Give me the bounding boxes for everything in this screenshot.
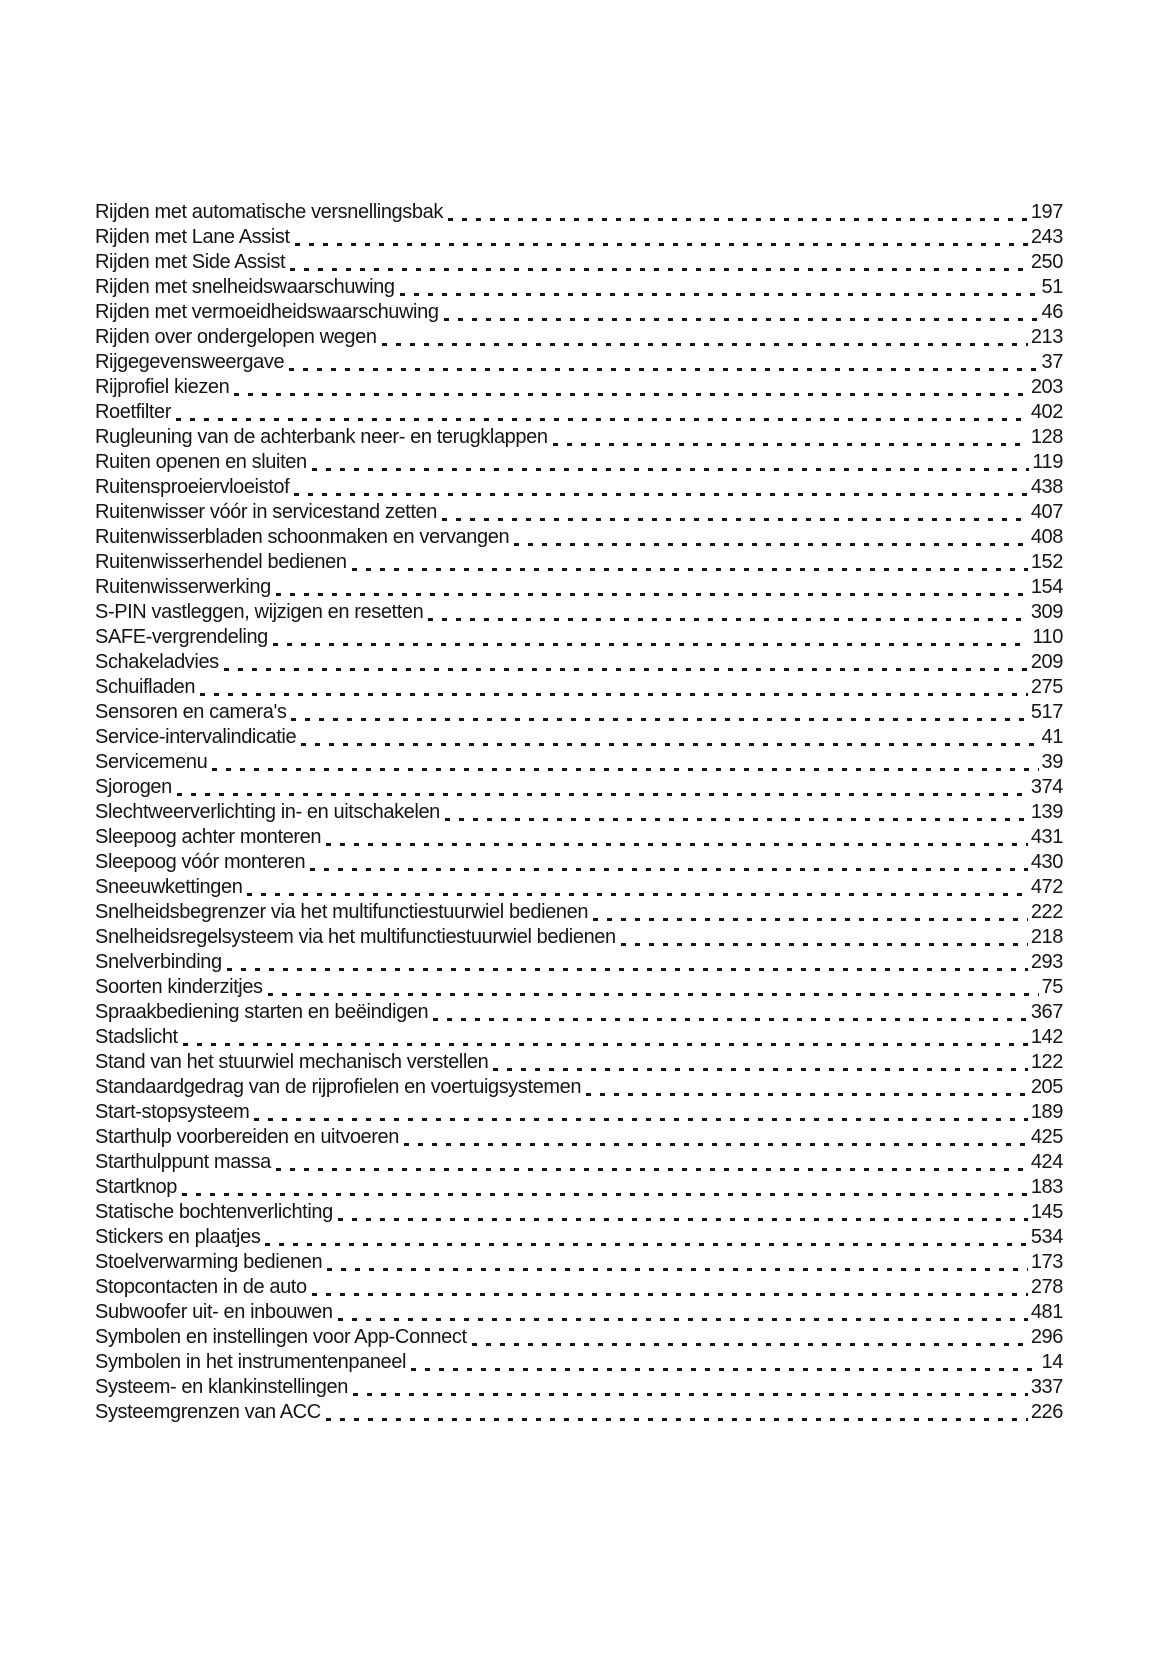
toc-entry (95, 1000, 1063, 1025)
toc-entry-title: Roetfilter (95, 401, 172, 423)
toc-entry (95, 425, 1063, 450)
toc-entry-page: 203 (1030, 376, 1063, 398)
toc-entry (95, 350, 1063, 375)
toc-entry-page: 337 (1030, 1376, 1063, 1398)
toc-entry (95, 625, 1063, 650)
toc-entry (95, 1025, 1063, 1050)
toc-entry-page: 296 (1030, 1326, 1063, 1348)
dot-leader (268, 625, 1032, 650)
toc-entry (95, 1150, 1063, 1175)
dot-leader (219, 650, 1031, 675)
toc-entry-page: 119 (1032, 451, 1063, 473)
toc-entry-page: 128 (1030, 426, 1063, 448)
toc-entry (95, 275, 1063, 300)
dot-leader (428, 1000, 1031, 1025)
toc-entry-page: 41 (1041, 726, 1063, 748)
dot-leader (347, 550, 1031, 575)
dot-leader (171, 400, 1031, 425)
toc-entry-title: Sensoren en camera's (95, 701, 287, 723)
toc-entry-page: 142 (1030, 1026, 1063, 1048)
dot-leader (260, 1225, 1030, 1250)
dot-leader (467, 1325, 1031, 1350)
toc-entry (95, 225, 1063, 250)
toc-entry (95, 400, 1063, 425)
dot-leader (488, 1050, 1030, 1075)
toc-entry-page: 374 (1030, 776, 1063, 798)
toc-entry-title: Stopcontacten in de auto (95, 1276, 307, 1298)
toc-entry (95, 200, 1063, 225)
dot-leader (423, 600, 1031, 625)
toc-entry (95, 375, 1063, 400)
toc-entry-page: 222 (1030, 901, 1063, 923)
toc-entry-title: Snelheidsregelsysteem via het multifunctiestuurwiel bedienen (95, 926, 616, 948)
toc-entry-title: Rijden over ondergelopen wegen (95, 326, 377, 348)
toc-entry-page: 424 (1030, 1151, 1063, 1173)
toc-entry-page: 209 (1030, 651, 1063, 673)
toc-entry-page: 425 (1030, 1126, 1063, 1148)
dot-leader (377, 325, 1031, 350)
toc-entry-page: 367 (1030, 1001, 1063, 1023)
toc-entry-title: Rijden met Lane Assist (95, 226, 290, 248)
toc-entry (95, 700, 1063, 725)
toc-entry-page: 293 (1030, 951, 1063, 973)
toc-entry-title: Ruitensproeiervloeistof (95, 476, 290, 498)
toc-entry-page: 122 (1030, 1051, 1063, 1073)
dot-leader (289, 475, 1031, 500)
toc-entry-title: Snelheidsbegrenzer via het multifunctiestuurwiel bedienen (95, 901, 589, 923)
toc-entry (95, 575, 1063, 600)
toc-entry-page: 14 (1041, 1351, 1063, 1373)
dot-leader (581, 1075, 1031, 1100)
toc-entry-title: Service-intervalindicatie (95, 726, 297, 748)
toc-entry-page: 152 (1030, 551, 1063, 573)
dot-leader (440, 800, 1031, 825)
toc-entry-page: 213 (1030, 326, 1063, 348)
toc-entry (95, 1075, 1063, 1100)
dot-leader (207, 750, 1041, 775)
toc-entry-title: Standaardgedrag van de rijprofielen en voertuigsystemen (95, 1076, 582, 1098)
toc-entry-page: 183 (1030, 1176, 1063, 1198)
dot-leader (222, 950, 1031, 975)
toc-entry (95, 475, 1063, 500)
toc-entry (95, 1350, 1063, 1375)
toc-entry-title: Slechtweerverlichting in- en uitschakelen (95, 801, 440, 823)
dot-leader (348, 1375, 1031, 1400)
toc-entry-page: 243 (1030, 226, 1063, 248)
dot-leader (548, 425, 1031, 450)
toc-entry-page: 197 (1030, 201, 1063, 223)
toc-entry-title: Stand van het stuurwiel mechanisch verstellen (95, 1051, 489, 1073)
dot-leader (399, 1125, 1031, 1150)
dot-leader (307, 450, 1033, 475)
toc-entry-title: Ruitenwisserhendel bedienen (95, 551, 347, 573)
toc-entry (95, 650, 1063, 675)
toc-entry-page: 110 (1032, 626, 1063, 648)
toc-entry-title: Ruitenwisserwerking (95, 576, 271, 598)
toc-entry-page: 250 (1030, 251, 1063, 273)
dot-leader (286, 700, 1030, 725)
toc-entry (95, 1200, 1063, 1225)
toc-entry-title: Symbolen in het instrumentenpaneel (95, 1351, 407, 1373)
dot-leader (172, 775, 1031, 800)
toc-entry-title: Soorten kinderzitjes (95, 976, 263, 998)
toc-entry-title: Rijden met automatische versnellingsbak (95, 201, 443, 223)
dot-leader (439, 300, 1042, 325)
toc-entry (95, 1400, 1063, 1425)
dot-leader (321, 825, 1031, 850)
toc-entry (95, 925, 1063, 950)
dot-leader (616, 925, 1031, 950)
toc-entry-title: Schakeladvies (95, 651, 219, 673)
toc-entry-title: Starthulppunt massa (95, 1151, 271, 1173)
toc-entry-title: Symbolen en instellingen voor App-Connect (95, 1326, 467, 1348)
toc-entry-page: 472 (1030, 876, 1063, 898)
dot-leader (177, 1175, 1031, 1200)
toc-entry-title: Systeemgrenzen van ACC (95, 1401, 321, 1423)
toc-entry-title: Stickers en plaatjes (95, 1226, 261, 1248)
dot-leader (284, 350, 1041, 375)
toc-entry (95, 825, 1063, 850)
toc-entry (95, 1050, 1063, 1075)
toc-entry (95, 1125, 1063, 1150)
dot-leader (229, 375, 1030, 400)
dot-leader (307, 1275, 1031, 1300)
toc-entry-page: 154 (1030, 576, 1063, 598)
toc-entry-title: Rijprofiel kiezen (95, 376, 230, 398)
toc-entry-title: Systeem- en klankinstellingen (95, 1376, 348, 1398)
toc-entry-title: Sjorogen (95, 776, 172, 798)
toc-entry (95, 975, 1063, 1000)
toc-entry-page: 46 (1041, 301, 1063, 323)
toc-entry-title: Starthulp voorbereiden en uitvoeren (95, 1126, 399, 1148)
toc-entry (95, 525, 1063, 550)
toc-entry-page: 431 (1030, 826, 1063, 848)
dot-leader (242, 875, 1030, 900)
toc-entry-title: Ruitenwisserbladen schoonmaken en vervangen (95, 526, 510, 548)
toc-entry-title: Ruiten openen en sluiten (95, 451, 307, 473)
dot-leader (296, 725, 1041, 750)
toc-entry-title: Sleepoog vóór monteren (95, 851, 306, 873)
toc-entry (95, 300, 1063, 325)
toc-entry-title: Rijden met vermoeidheidswaarschuwing (95, 301, 439, 323)
toc-entry (95, 1175, 1063, 1200)
dot-leader (406, 1350, 1041, 1375)
toc-entry-page: 275 (1030, 676, 1063, 698)
toc-entry (95, 900, 1063, 925)
toc-entry-title: Start-stopsysteem (95, 1101, 250, 1123)
toc-entry (95, 500, 1063, 525)
toc-entry-title: Sleepoog achter monteren (95, 826, 322, 848)
toc-entry (95, 750, 1063, 775)
dot-leader (588, 900, 1031, 925)
toc-entry (95, 725, 1063, 750)
dot-leader (271, 1150, 1031, 1175)
toc-entry-page: 205 (1030, 1076, 1063, 1098)
toc-list (95, 200, 1063, 1425)
toc-entry-title: Sneeuwkettingen (95, 876, 243, 898)
toc-entry-title: Rugleuning van de achterbank neer- en terugklappen (95, 426, 548, 448)
toc-entry-page: 139 (1030, 801, 1063, 823)
toc-entry-page: 438 (1030, 476, 1063, 498)
toc-entry-title: Schuifladen (95, 676, 196, 698)
toc-entry (95, 450, 1063, 475)
toc-entry (95, 1275, 1063, 1300)
dot-leader (509, 525, 1031, 550)
toc-entry-page: 407 (1030, 501, 1063, 523)
toc-entry-title: Subwoofer uit- en inbouwen (95, 1301, 333, 1323)
toc-entry-title: Snelverbinding (95, 951, 222, 973)
toc-entry (95, 775, 1063, 800)
toc-entry (95, 550, 1063, 575)
dot-leader (305, 850, 1031, 875)
toc-entry (95, 950, 1063, 975)
toc-entry (95, 875, 1063, 900)
toc-entry-page: 226 (1030, 1401, 1063, 1423)
toc-entry-page: 430 (1030, 851, 1063, 873)
toc-entry-title: Spraakbediening starten en beëindigen (95, 1001, 429, 1023)
toc-entry-page: 481 (1030, 1301, 1063, 1323)
dot-leader (290, 225, 1031, 250)
toc-entry-page: 309 (1030, 601, 1063, 623)
toc-entry (95, 1325, 1063, 1350)
toc-entry-page: 408 (1030, 526, 1063, 548)
toc-entry-title: Ruitenwisser vóór in servicestand zetten (95, 501, 437, 523)
toc-entry-page: 189 (1030, 1101, 1063, 1123)
dot-leader (333, 1200, 1031, 1225)
dot-leader (437, 500, 1031, 525)
toc-entry-title: Servicemenu (95, 751, 208, 773)
toc-entry-page: 173 (1030, 1251, 1063, 1273)
toc-entry (95, 1375, 1063, 1400)
toc-entry (95, 800, 1063, 825)
toc-entry-page: 37 (1041, 351, 1063, 373)
dot-leader (443, 200, 1031, 225)
toc-entry (95, 675, 1063, 700)
toc-entry-title: SAFE-vergrendeling (95, 626, 268, 648)
toc-entry (95, 1100, 1063, 1125)
toc-entry-page: 218 (1030, 926, 1063, 948)
toc-entry (95, 250, 1063, 275)
dot-leader (195, 675, 1031, 700)
dot-leader (395, 275, 1042, 300)
toc-entry (95, 1225, 1063, 1250)
toc-entry-page: 534 (1030, 1226, 1063, 1248)
toc-entry (95, 1250, 1063, 1275)
dot-leader (271, 575, 1031, 600)
toc-entry-page: 278 (1030, 1276, 1063, 1298)
dot-leader (263, 975, 1042, 1000)
dot-leader (322, 1250, 1031, 1275)
toc-entry-title: Rijden met Side Assist (95, 251, 286, 273)
toc-entry-title: Stoelverwarming bedienen (95, 1251, 323, 1273)
toc-entry-title: S-PIN vastleggen, wijzigen en resetten (95, 601, 424, 623)
toc-entry-title: Stadslicht (95, 1026, 178, 1048)
toc-entry-page: 402 (1030, 401, 1063, 423)
toc-entry-page: 39 (1041, 751, 1063, 773)
dot-leader (333, 1300, 1031, 1325)
toc-entry-title: Startknop (95, 1176, 178, 1198)
toc-entry-page: 75 (1041, 976, 1063, 998)
toc-entry-page: 51 (1041, 276, 1063, 298)
toc-entry-page: 517 (1030, 701, 1063, 723)
toc-entry (95, 325, 1063, 350)
toc-entry (95, 600, 1063, 625)
toc-entry-title: Rijgegevensweergave (95, 351, 285, 373)
toc-entry (95, 1300, 1063, 1325)
dot-leader (321, 1400, 1031, 1425)
toc-entry-title: Rijden met snelheidswaarschuwing (95, 276, 395, 298)
dot-leader (285, 250, 1031, 275)
toc-entry (95, 850, 1063, 875)
dot-leader (178, 1025, 1031, 1050)
toc-entry-page: 145 (1030, 1201, 1063, 1223)
toc-entry-title: Statische bochtenverlichting (95, 1201, 333, 1223)
dot-leader (249, 1100, 1030, 1125)
